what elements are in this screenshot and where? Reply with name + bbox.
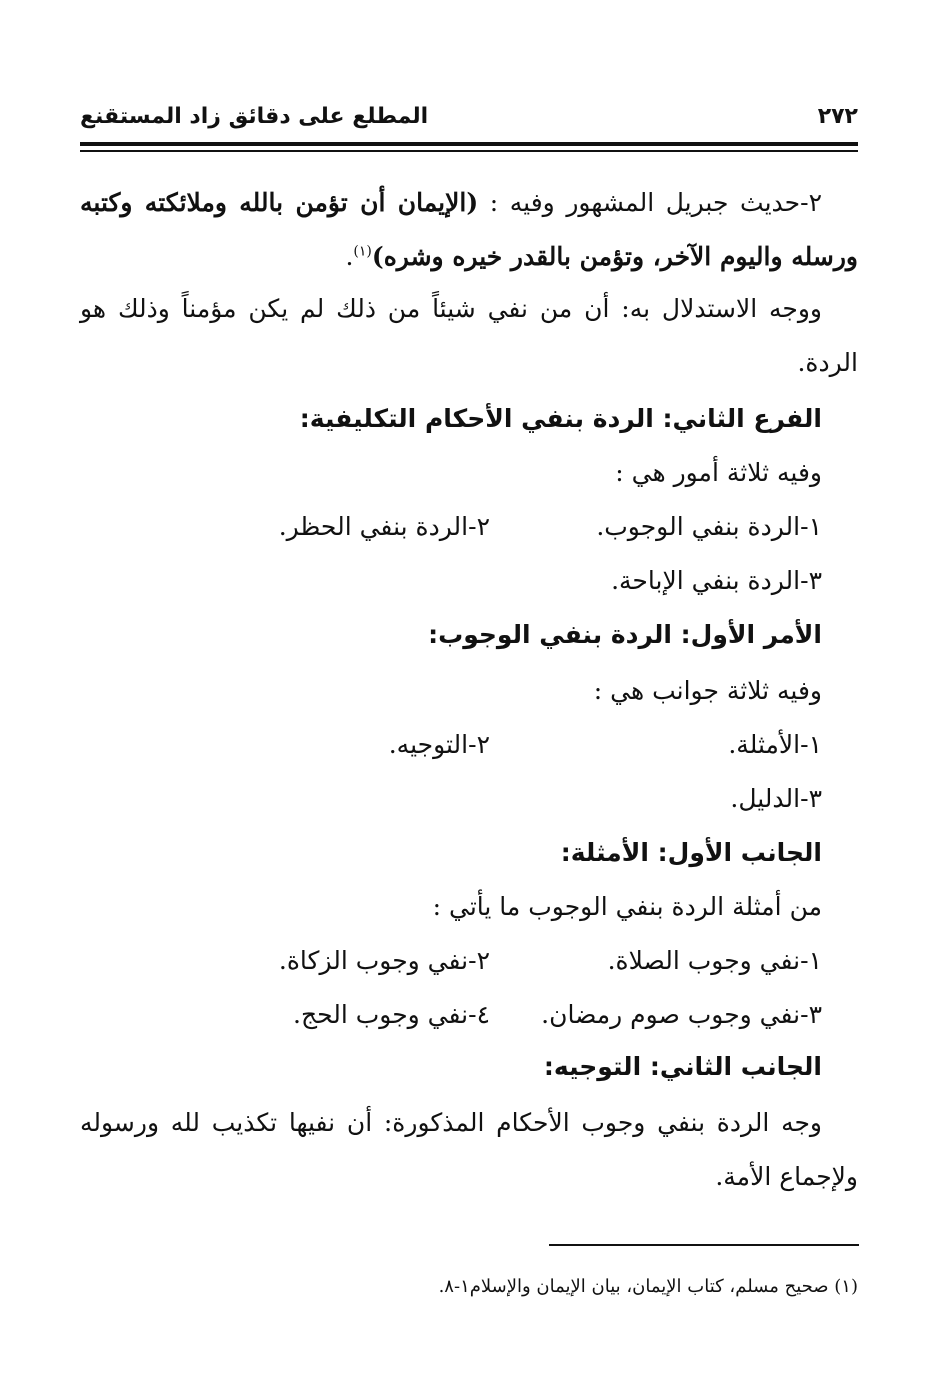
page-number: ٢٧٢ [817, 104, 858, 129]
hadith-line-1 [80, 178, 858, 228]
matter1-item-1: ١-الأمثلة. [728, 730, 822, 759]
matter1-intro: وفيه ثلاثة جوانب هي : [593, 676, 822, 705]
branch2-intro: وفيه ثلاثة أمور هي : [615, 458, 822, 487]
aspect2-text-1: وجه الردة بنفي وجوب الأحكام المذكورة: أن نفيها تكذيب لله ورسوله [80, 1108, 822, 1137]
page-header [80, 104, 858, 140]
branch2-item-2: ٢-الردة بنفي الحظر. [278, 512, 490, 541]
aspect2-line-1 [80, 1098, 858, 1148]
footnote: (١) صحيح مسلم، كتاب الإيمان، بيان الإيمان والإسلام١-٨. [438, 1276, 858, 1297]
running-title: المطلع على دقائق زاد المستقنع [80, 104, 429, 129]
matter1-item-3: ٣-الدليل. [730, 784, 822, 813]
inference-line-2 [80, 338, 858, 388]
inference-text-2: الردة. [797, 348, 858, 377]
matter1-items-row-1 [80, 720, 858, 770]
matter1-heading: الأمر الأول: الردة بنفي الوجوب: [428, 620, 822, 649]
inference-line-1 [80, 284, 858, 334]
footnote-reference: (١) [353, 243, 372, 260]
matter1-item-2: ٢-التوجيه. [388, 730, 490, 759]
aspect1-intro: من أمثلة الردة بنفي الوجوب ما يأتي : [432, 892, 822, 921]
header-rule-thin [80, 150, 858, 152]
aspect1-item-4: ٤-نفي وجوب الحج. [293, 1000, 490, 1029]
hadith-quote-part-2: ورسله واليوم الآخر، وتؤمن بالقدر خيره وشره) [371, 242, 858, 271]
branch2-heading: الفرع الثاني: الردة بنفي الأحكام التكليفية: [299, 404, 822, 433]
aspect1-items-row-2 [80, 990, 858, 1040]
aspect1-items-row-1 [80, 936, 858, 986]
aspect1-item-2: ٢-نفي وجوب الزكاة. [278, 946, 490, 975]
hadith-line-2 [80, 232, 858, 282]
hadith-end-mark: . [345, 242, 354, 271]
aspect2-text-2: ولإجماع الأمة. [715, 1162, 858, 1191]
hadith-quote-part-1: (الإيمان أن تؤمن بالله وملائكته وكتبه [80, 188, 479, 217]
branch2-item-1: ١-الردة بنفي الوجوب. [596, 512, 822, 541]
branch2-item-3: ٣-الردة بنفي الإباحة. [611, 566, 822, 595]
header-rule-thick [80, 142, 858, 146]
aspect2-heading: الجانب الثاني: التوجيه: [543, 1052, 822, 1081]
inference-text-1: ووجه الاستدلال به: أن من نفي شيئاً من ذلك لم يكن مؤمناً وذلك هو [80, 294, 822, 323]
aspect1-heading: الجانب الأول: الأمثلة: [560, 838, 822, 867]
aspect2-line-2 [80, 1152, 858, 1202]
aspect1-item-3: ٣-نفي وجوب صوم رمضان. [541, 1000, 822, 1029]
hadith-intro: ٢-حديث جبريل المشهور وفيه : [489, 188, 822, 217]
aspect1-item-1: ١-نفي وجوب الصلاة. [607, 946, 822, 975]
branch2-items-row-1 [80, 502, 858, 552]
footnote-separator [549, 1244, 859, 1246]
